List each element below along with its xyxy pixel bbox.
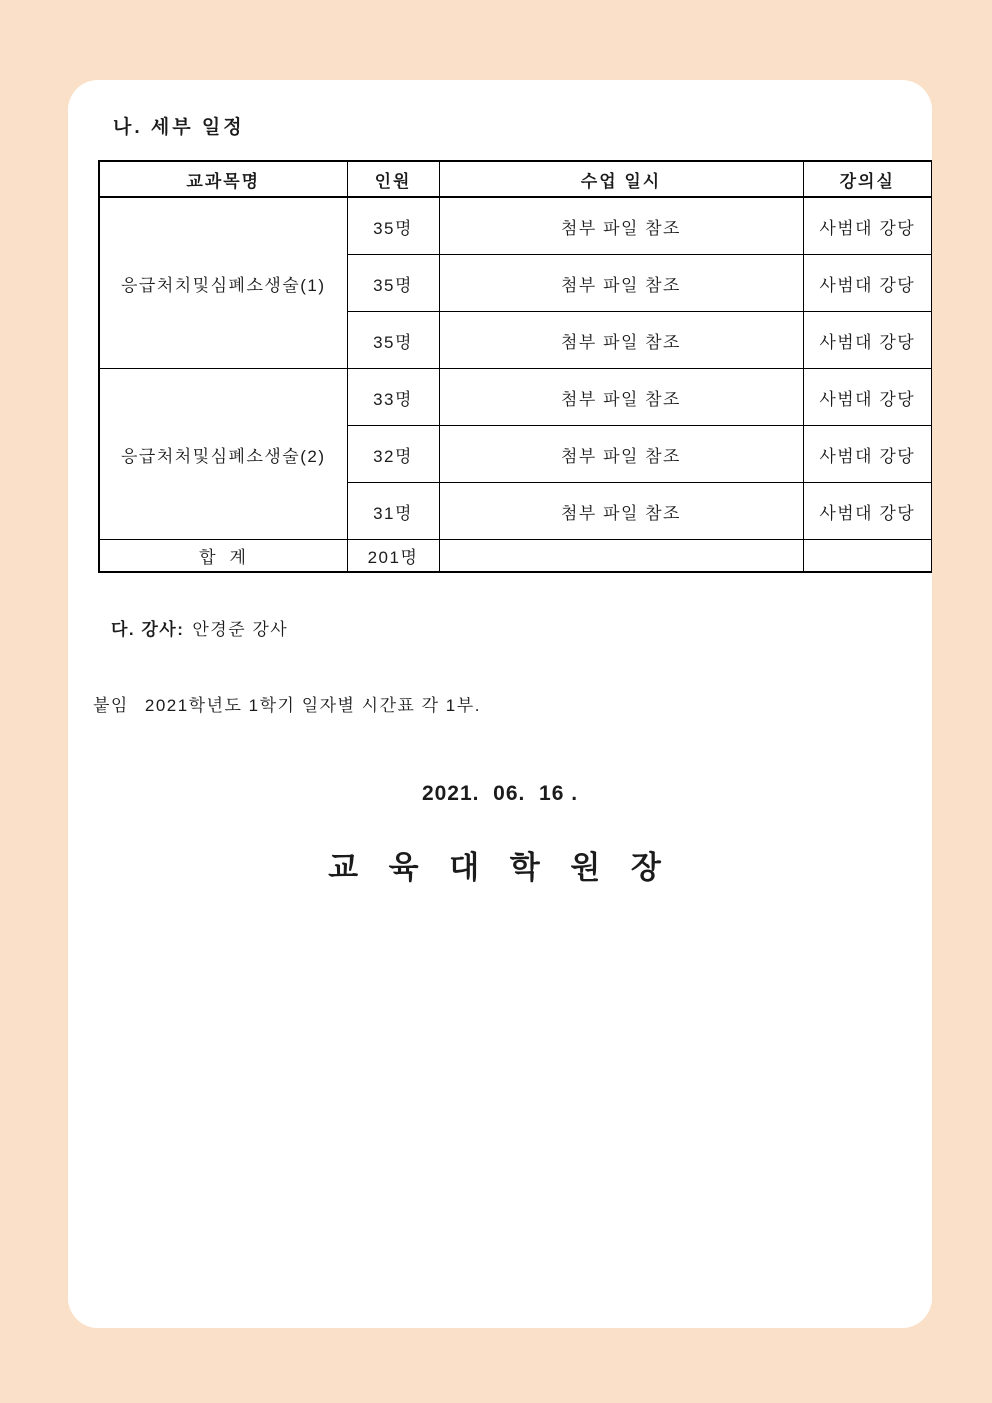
schedule-table — [98, 160, 932, 573]
section-title: 나. 세부 일정 — [113, 117, 245, 138]
column-header-count: 인원 — [347, 161, 439, 197]
room-cell: 사범대 강당 — [803, 369, 932, 426]
table-row — [99, 369, 932, 426]
table-row — [99, 197, 932, 255]
count-cell: 32명 — [347, 426, 439, 483]
column-header-room: 강의실 — [803, 161, 932, 197]
attachment-label: 붙임 — [93, 696, 129, 715]
document-date: 2021. 06. 16 . — [421, 782, 579, 805]
subject-cell: 응급처처및심폐소생술(2) — [99, 369, 347, 540]
instructor-name: 안경준 강사 — [192, 620, 289, 639]
count-cell: 33명 — [347, 369, 439, 426]
schedule-cell: 첨부 파일 참조 — [439, 369, 803, 426]
signature-title: 교 육 대 학 원 장 — [328, 850, 672, 885]
column-header-schedule: 수업 일시 — [439, 161, 803, 197]
count-cell: 35명 — [347, 197, 439, 255]
instructor-label: 다. 강사: — [111, 620, 185, 639]
room-cell: 사범대 강당 — [803, 483, 932, 540]
schedule-cell: 첨부 파일 참조 — [439, 483, 803, 540]
count-cell: 31명 — [347, 483, 439, 540]
column-header-subject: 교과목명 — [99, 161, 347, 197]
count-cell: 35명 — [347, 255, 439, 312]
room-cell: 사범대 강당 — [803, 426, 932, 483]
total-count-cell: 201명 — [347, 540, 439, 573]
table-header-row — [99, 161, 932, 197]
schedule-cell: 첨부 파일 참조 — [439, 312, 803, 369]
attachment-text: 2021학년도 1학기 일자별 시간표 각 1부. — [144, 696, 481, 715]
document-page — [68, 80, 932, 1328]
count-cell: 35명 — [347, 312, 439, 369]
schedule-cell: 첨부 파일 참조 — [439, 426, 803, 483]
total-schedule-cell — [439, 540, 803, 573]
subject-cell: 응급처치및심폐소생술(1) — [99, 197, 347, 369]
total-room-cell — [803, 540, 932, 573]
attachment-line — [93, 691, 932, 716]
room-cell: 사범대 강당 — [803, 255, 932, 312]
table-total-row — [99, 540, 932, 573]
room-cell: 사범대 강당 — [803, 197, 932, 255]
schedule-cell: 첨부 파일 참조 — [439, 197, 803, 255]
total-label-cell: 합 계 — [99, 540, 347, 573]
schedule-cell: 첨부 파일 참조 — [439, 255, 803, 312]
instructor-line — [111, 615, 932, 640]
room-cell: 사범대 강당 — [803, 312, 932, 369]
